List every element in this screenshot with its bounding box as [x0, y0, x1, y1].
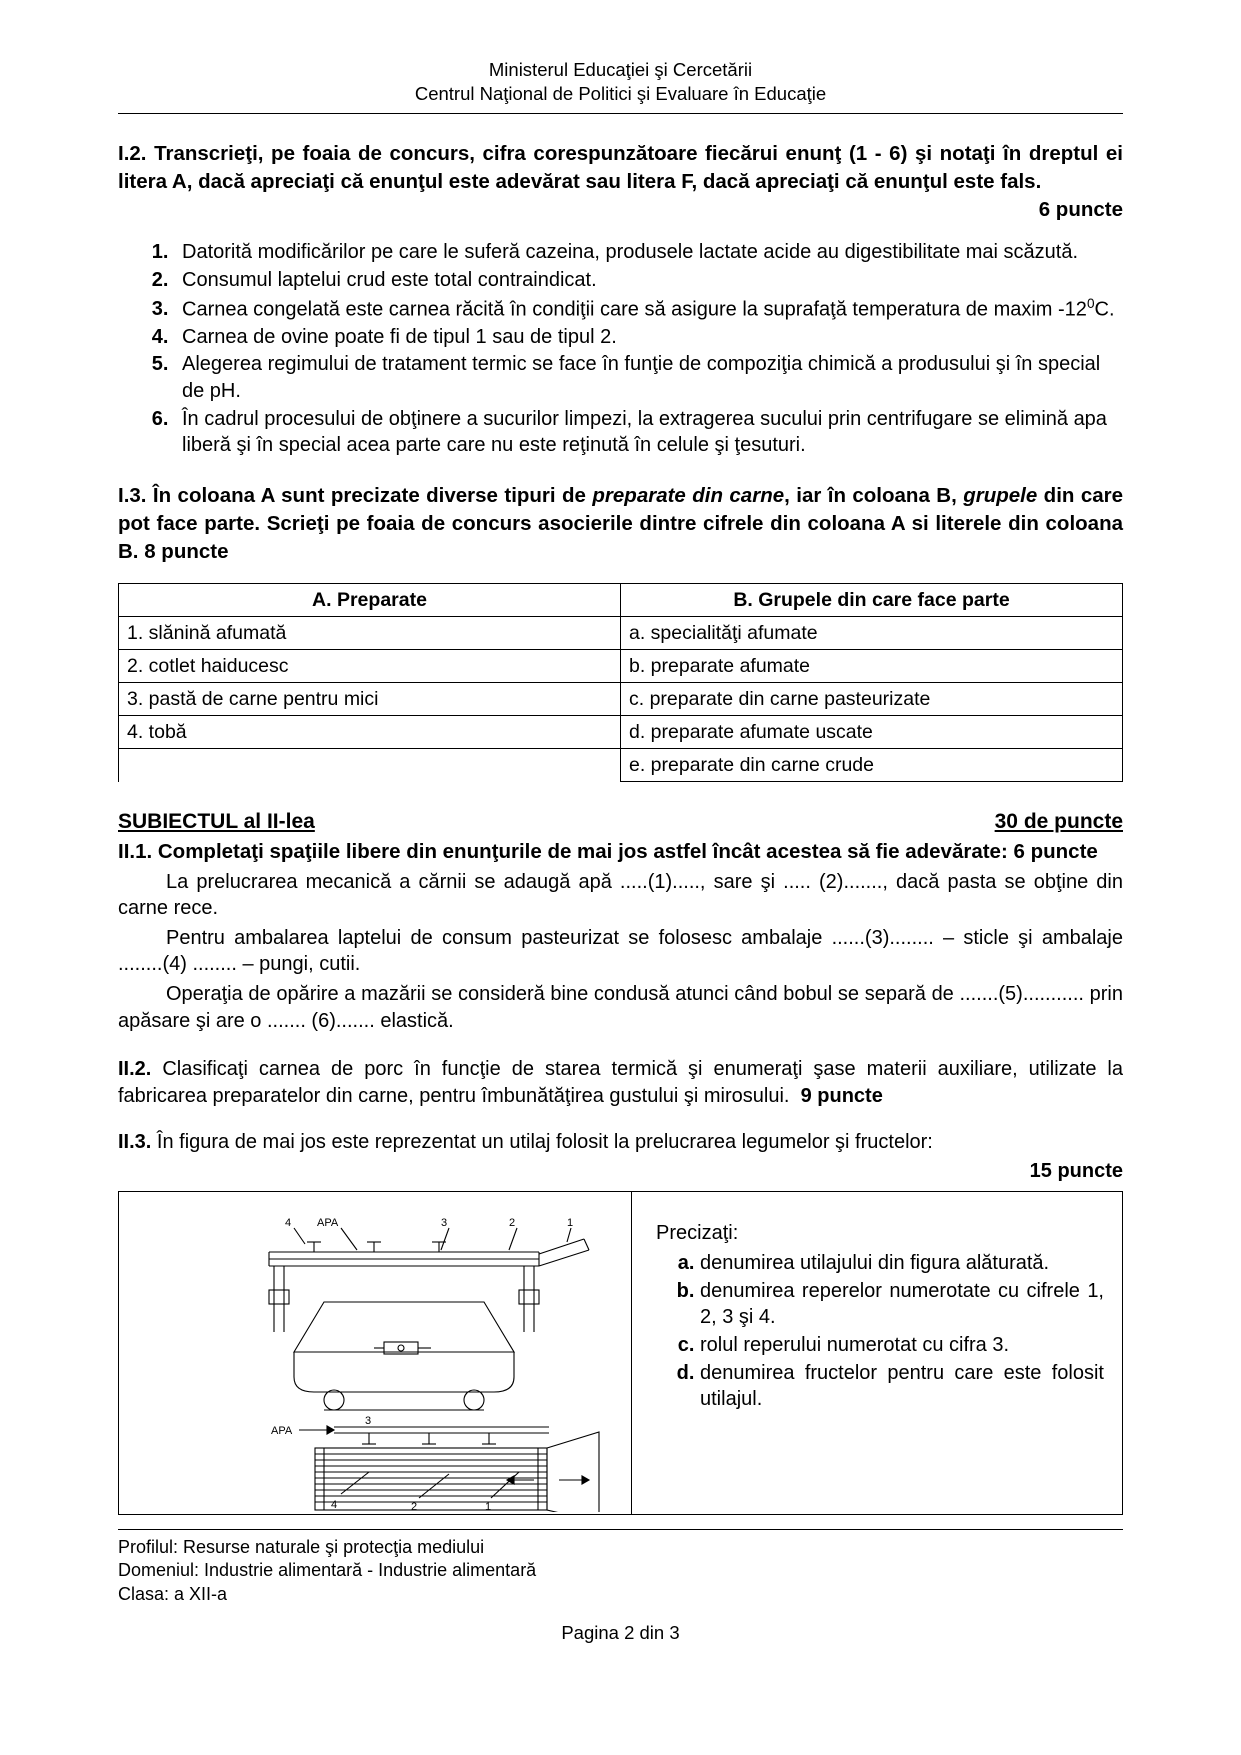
figure-label-4b: 4: [331, 1498, 338, 1511]
statement-text: Alegerea regimului de tratament termic se face în funţie de compoziţia chimică a produsului şi în special de pH.: [182, 353, 1101, 403]
list-item: [174, 295, 1123, 323]
figure-label-2: 2: [509, 1216, 516, 1229]
list-item: [174, 267, 1123, 294]
precizati-list: [656, 1250, 1104, 1412]
question-ii3-lead: II.3.: [118, 1131, 152, 1154]
question-i3-italic2: grupele: [963, 483, 1038, 507]
list-item: [174, 351, 1123, 404]
list-item: [174, 406, 1123, 459]
question-i3-part3: din care pot face parte. Scrieţi pe foaia de concurs asocierile dintre cifrele din coloana A si literele din coloana B.: [118, 483, 1124, 563]
table-row: [119, 716, 1123, 749]
list-item: d. denumirea fructelor pentru care este folosit utilajul.: [700, 1360, 1104, 1412]
figure-label-apa-top: APA: [317, 1216, 339, 1229]
question-i2-points: 6 puncte: [1038, 197, 1123, 221]
table-row: [119, 749, 1123, 782]
figure-label-2b: 2: [411, 1500, 418, 1512]
paragraph: La prelucrarea mecanică a cărnii se adaugă apă .....(1)....., sare şi ..... (2)......., dacă pasta se obţine din carne rece.: [118, 870, 1123, 920]
cell-a-empty: [119, 749, 621, 782]
paragraph: Operaţia de opărire a mazării se consideră bine condusă atunci când bobul se separă de .......(5)........... prin apăsare şi are o ....... (6)....... elastică.: [118, 983, 1123, 1032]
paragraph: Pentru ambalarea laptelui de consum pasteurizat se folosesc ambalaje ......(3)........ – sticle şi ambalaje ........(4) ........ – pungi, cutii.: [118, 926, 1123, 976]
question-ii2: [118, 1056, 1123, 1109]
footer-domain: Domeniul: Industrie alimentară - Industrie alimentară: [118, 1560, 537, 1581]
page-number: Pagina 2 din 3: [561, 1621, 680, 1643]
question-ii2-text: Clasificaţi carnea de porc în funcţie de starea termică şi enumeraţi şase materii auxiliare, utilizate la fabricarea preparatelor din carne, pentru îmbunătăţirea gustului şi mirosului.: [118, 1058, 1123, 1107]
cell-b: a. specialităţi afumate: [621, 617, 1123, 650]
cell-a: 1. slănină afumată: [119, 617, 621, 650]
list-item: [174, 324, 1123, 351]
figure-label-apa-bottom: APA: [271, 1424, 293, 1437]
precizati-label: Precizaţi:: [656, 1221, 739, 1244]
cell-a: 4. tobă: [119, 716, 621, 749]
figure-label-1: 1: [567, 1216, 574, 1229]
statement-text: Carnea de ovine poate fi de tipul 1 sau de tipul 2.: [182, 325, 617, 348]
footer-profile: Profilul: Resurse naturale şi protecţia mediului: [118, 1536, 485, 1557]
footer-class: Clasa: a XII-a: [118, 1584, 228, 1605]
document-footer: [118, 1530, 1123, 1607]
question-ii3: [118, 1129, 1123, 1184]
question-ii1-points: 6 puncte: [1013, 839, 1098, 863]
question-i3-points: 8 puncte: [144, 539, 229, 563]
association-table: [118, 583, 1123, 782]
column-header-b: B. Grupele din care face parte: [621, 584, 1123, 617]
question-ii1-text: II.1. Completaţi spaţiile libere din enunţurile de mai jos astfel încât acestea să fie adevărate:: [118, 839, 1008, 863]
statement-text: În cadrul procesului de obţinere a sucurilor limpezi, la extragerea sucului prin centrifugare se elimină apa liberă şi în special acea parte care nu este reţinută în celule şi ţesuturi.: [182, 407, 1107, 457]
figure-label-3b: 3: [365, 1414, 372, 1427]
table-row: [119, 650, 1123, 683]
list-item: b. denumirea reperelor numerotate cu cifrele 1, 2, 3 şi 4.: [700, 1278, 1104, 1330]
question-i2-text: I.2. Transcrieţi, pe foaia de concurs, cifra corespunzătoare fiecărui enunţ (1 - 6) şi notaţi în dreptul ei litera A, dacă apreciaţi că enunţul este adevărat sau litera F, dacă apreciaţi că enunţul este fals.: [118, 141, 1123, 193]
header-divider: [118, 113, 1123, 114]
question-ii3-text: În figura de mai jos este reprezentat un utilaj folosit la prelucrarea legumelor şi fructelor:: [151, 1131, 933, 1154]
statement-tail: C.: [1094, 298, 1115, 321]
machine-diagram-svg: [119, 1192, 631, 1512]
figure-label-4: 4: [285, 1216, 292, 1229]
cell-b: b. preparate afumate: [621, 650, 1123, 683]
question-ii3-points: 15 puncte: [1029, 1159, 1123, 1182]
subject-2-title: SUBIECTUL al II-lea: [118, 810, 315, 834]
statement-text: Carnea congelată este carnea răcită în condiţii care să asigure la suprafaţă temperatura de maxim -12: [182, 298, 1087, 321]
subject-2-heading: [118, 808, 1123, 835]
list-item: a. denumirea utilajului din figura alăturată.: [700, 1250, 1104, 1276]
machine-diagram: [119, 1192, 632, 1514]
cell-b: d. preparate afumate uscate: [621, 716, 1123, 749]
question-ii1-prompt: [118, 838, 1123, 866]
question-i3-prompt: [118, 482, 1123, 566]
cell-b: c. preparate din carne pasteurizate: [621, 683, 1123, 716]
figure-label-3: 3: [441, 1216, 448, 1229]
statement-superscript: 0: [1086, 295, 1095, 311]
question-i3-italic1: preparate din carne: [592, 483, 785, 507]
question-i3-part1: I.3. În coloana A sunt precizate diverse tipuri de: [118, 483, 593, 507]
question-ii2-points: 9 puncte: [800, 1084, 883, 1107]
statement-text: Consumul laptelui crud este total contraindicat.: [182, 269, 597, 292]
figure-container: [118, 1191, 1123, 1515]
table-row: [119, 683, 1123, 716]
document-header: [118, 58, 1123, 107]
figure-questions: [632, 1192, 1122, 1514]
table-header-row: [119, 584, 1123, 617]
header-center: Centrul Naţional de Politici şi Evaluare în Educaţie: [414, 83, 827, 105]
statements-list: [118, 239, 1123, 458]
cell-a: 3. pastă de carne pentru mici: [119, 683, 621, 716]
header-ministry: Ministerul Educaţiei şi Cercetării: [488, 59, 753, 80]
cell-a: 2. cotlet haiducesc: [119, 650, 621, 683]
question-i2-prompt: [118, 140, 1123, 221]
column-header-a: A. Preparate: [119, 584, 621, 617]
question-i3-part2: , iar în coloana B,: [784, 483, 964, 507]
list-item: [174, 239, 1123, 266]
table-row: [119, 617, 1123, 650]
cell-b: e. preparate din carne crude: [621, 749, 1123, 782]
figure-label-1b: 1: [485, 1500, 492, 1512]
subject-2-points: 30 de puncte: [994, 810, 1123, 834]
list-item: c. rolul reperului numerotat cu cifra 3.: [700, 1332, 1104, 1358]
question-ii2-lead: II.2.: [118, 1058, 152, 1081]
statement-text: Datorită modificărilor pe care le suferă cazeina, produsele lactate acide au digestibilitate mai scăzută.: [182, 241, 1079, 264]
